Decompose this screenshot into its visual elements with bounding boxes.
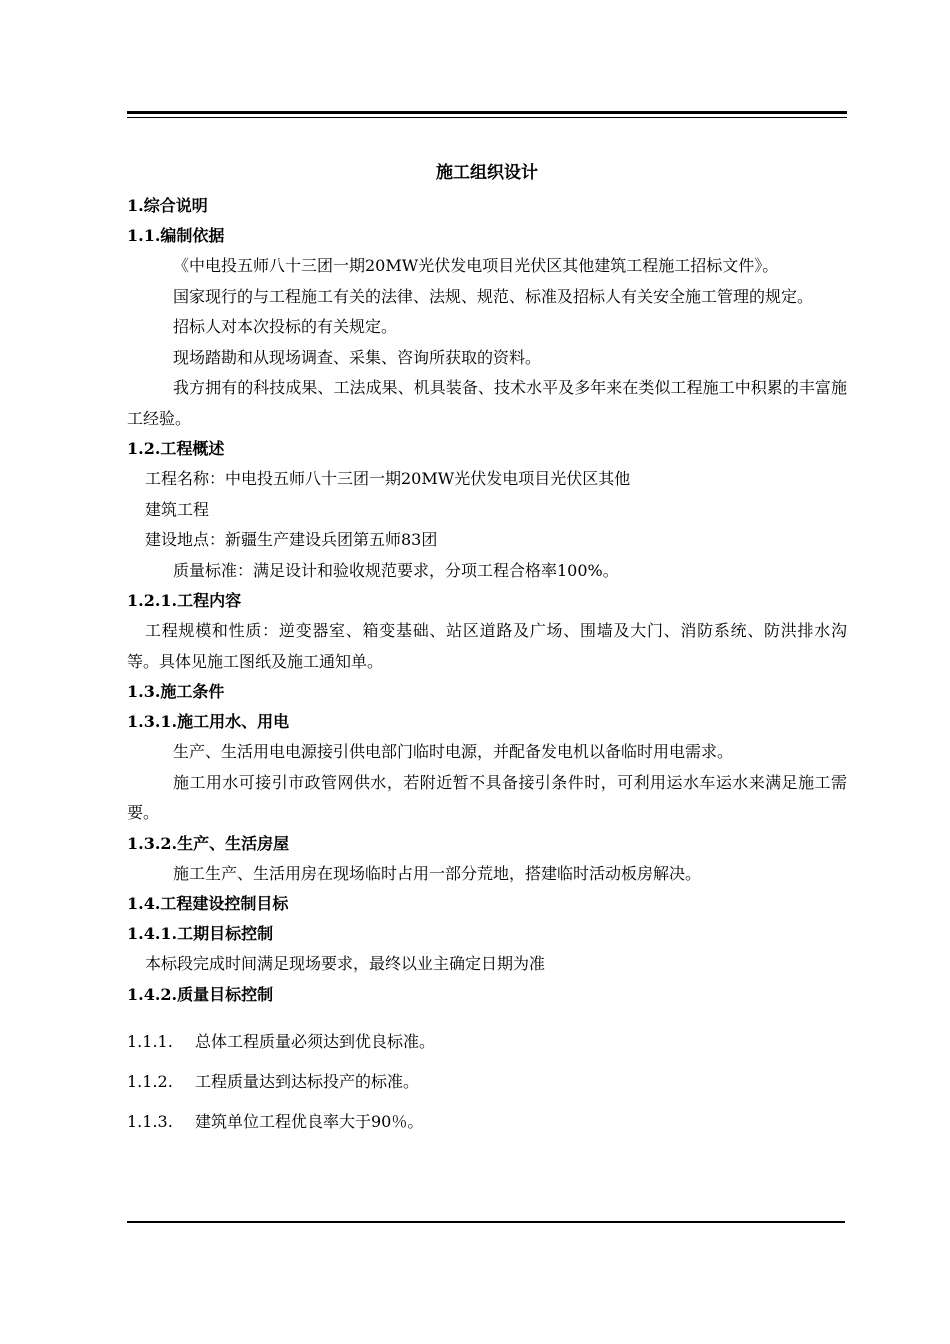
project-location: 建设地点：新疆生产建设兵团第五师83团 — [145, 530, 438, 549]
basis-paragraph: 招标人对本次投标的有关规定。 — [173, 317, 398, 336]
basis-paragraph: 我方拥有的科技成果、工法成果、机具装备、技术水平及多年来在类似工程施工中积累的丰富施工经验。 — [127, 378, 847, 428]
project-name-line-cont: 建筑工程 — [145, 499, 210, 519]
water-supply-paragraph: 施工用水可接引市政管网供水，若附近暂不具备接引条件时，可利用运水车运水来满足施工需要。 — [127, 772, 847, 822]
list-item-number: 1.1.3. — [127, 1111, 173, 1131]
list-item — [127, 1022, 847, 1062]
list-item-text: 建筑单位工程优良率大于90％。 — [195, 1111, 424, 1131]
heading-1-2: 1.2.工程概述 — [127, 439, 225, 458]
heading-1-4: 1.4.工程建设控制目标 — [127, 894, 289, 913]
basis-paragraph: 《中电投五师八十三团一期20MW光伏发电项目光伏区其他建筑工程施工招标文件》。 — [173, 256, 779, 275]
quality-standard: 质量标准：满足设计和验收规范要求，分项工程合格率100%。 — [173, 560, 619, 580]
quality-target-list — [127, 1022, 847, 1142]
schedule-paragraph: 本标段完成时间满足现场要求，最终以业主确定日期为准 — [145, 954, 546, 973]
heading-1: 1.综合说明 — [127, 196, 208, 215]
power-supply-paragraph: 生产、生活用电电源接引供电部门临时电源，并配备发电机以备临时用电需求。 — [173, 742, 734, 761]
list-item — [127, 1102, 847, 1142]
header-rule-thin — [127, 117, 847, 118]
project-name-line: 工程名称：中电投五师八十三团一期20MW光伏发电项目光伏区其他 — [145, 469, 631, 488]
document-body — [127, 158, 847, 1142]
heading-1-4-1: 1.4.1.工期目标控制 — [127, 924, 274, 943]
basis-paragraph: 现场踏勘和从现场调查、采集、咨询所获取的资料。 — [173, 347, 542, 367]
heading-1-2-1: 1.2.1.工程内容 — [127, 591, 242, 610]
header-rule-thick — [127, 111, 847, 114]
heading-1-3-2: 1.3.2.生产、生活房屋 — [127, 833, 290, 853]
list-item-text: 总体工程质量必须达到优良标准。 — [195, 1031, 436, 1051]
heading-1-3-1: 1.3.1.施工用水、用电 — [127, 712, 290, 731]
heading-1-3: 1.3.施工条件 — [127, 682, 225, 701]
housing-paragraph: 施工生产、生活用房在现场临时占用一部分荒地，搭建临时活动板房解决。 — [173, 863, 702, 883]
heading-1-1: 1.1.编制依据 — [127, 226, 225, 245]
project-content: 工程规模和性质：逆变器室、箱变基础、站区道路及广场、围墙及大门、消防系统、防洪排水沟等。具体见施工图纸及施工通知单。 — [127, 621, 847, 671]
list-item — [127, 1062, 847, 1102]
footer-rule — [127, 1221, 845, 1223]
list-item-number: 1.1.1. — [127, 1031, 173, 1051]
basis-paragraph: 国家现行的与工程施工有关的法律、法规、规范、标准及招标人有关安全施工管理的规定。 — [173, 286, 814, 306]
list-item-number: 1.1.2. — [127, 1071, 173, 1091]
heading-1-4-2: 1.4.2.质量目标控制 — [127, 984, 274, 1004]
list-item-text: 工程质量达到达标投产的标准。 — [195, 1071, 420, 1091]
document-title: 施工组织设计 — [436, 163, 538, 183]
